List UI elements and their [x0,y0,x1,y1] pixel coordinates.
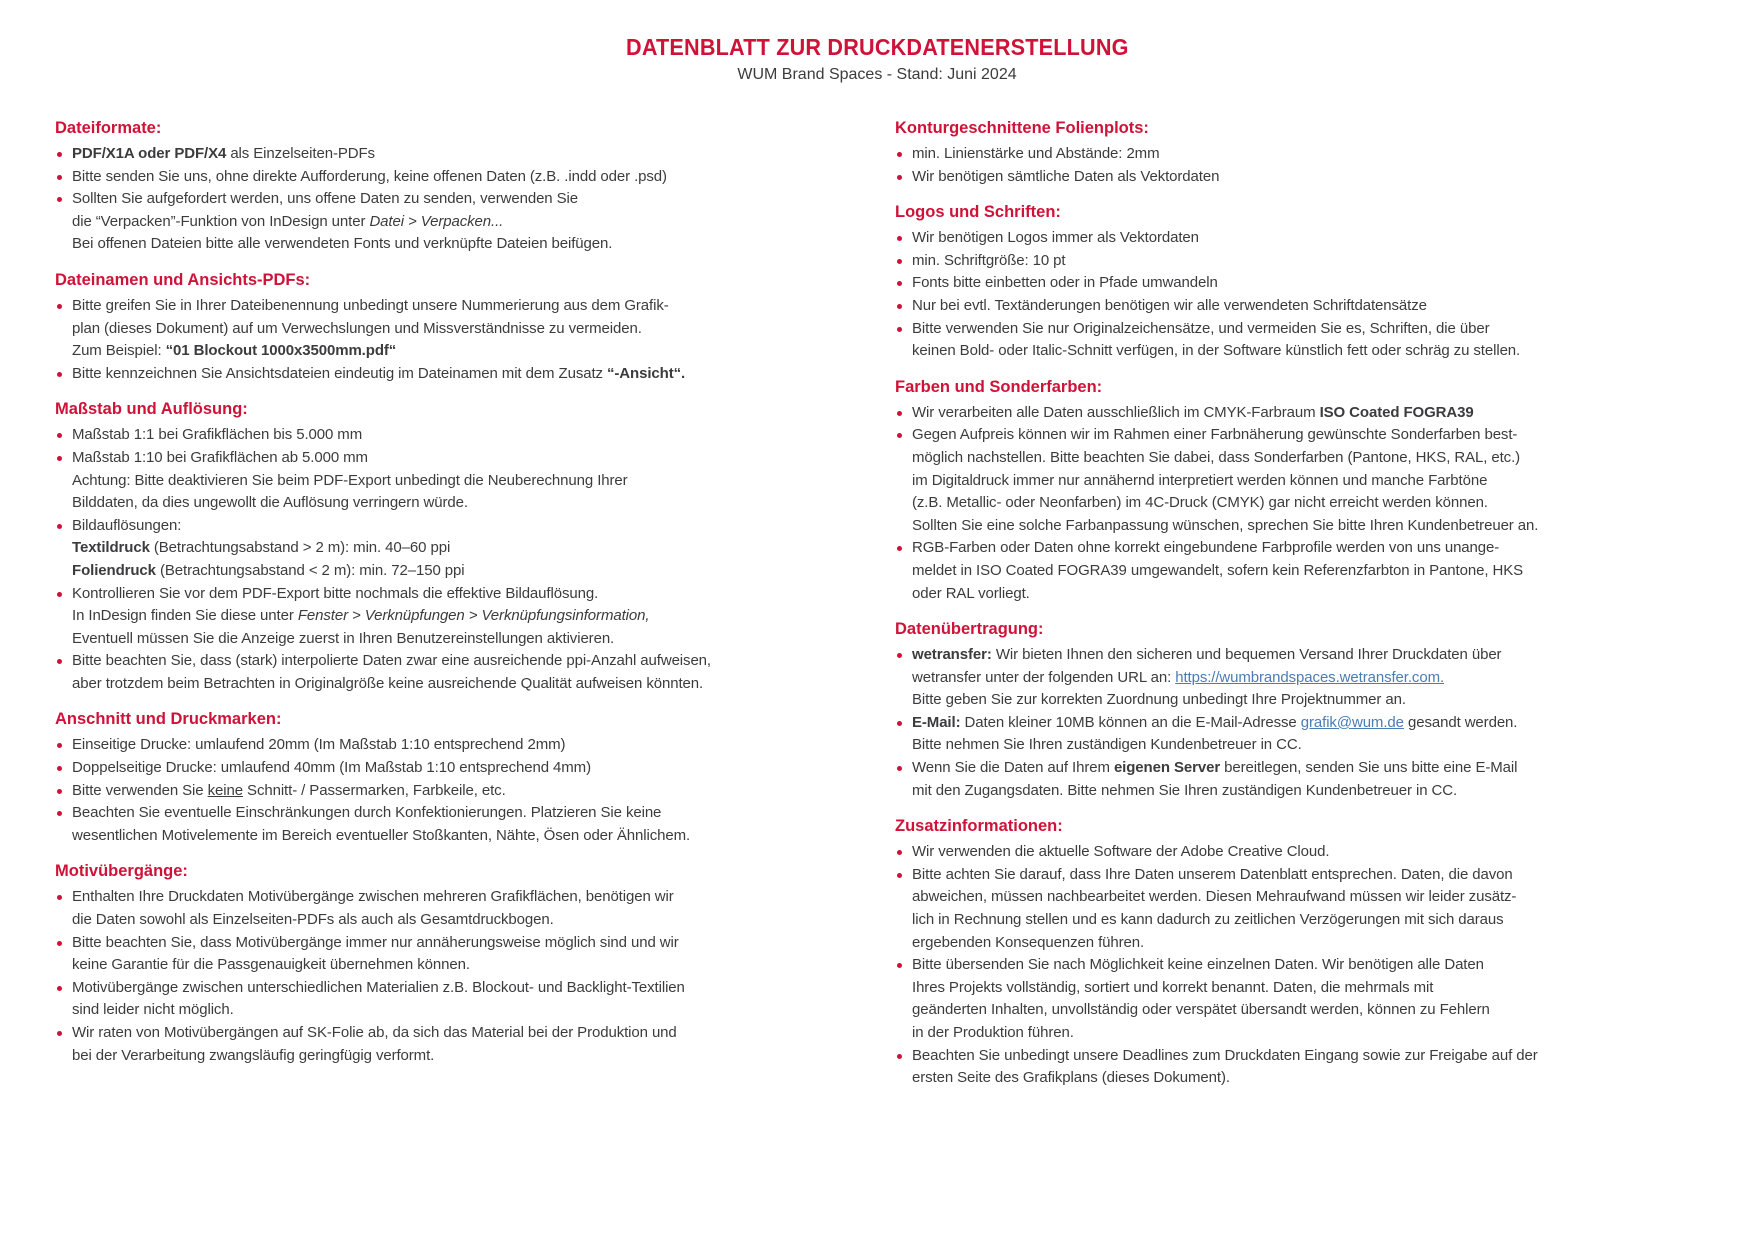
bullet-item [55,977,817,1022]
text-segment: Doppelseitige Drucke: umlaufend 40mm (Im Maßstab 1:10 entsprechend 4mm) [72,759,591,777]
text-segment: Bitte achten Sie darauf, dass Ihre Daten unserem Datenblatt entsprechen. Daten, die davon [912,865,1513,883]
bullet-item [55,447,817,515]
right-column [895,118,1710,1090]
text-segment: Sollten Sie eine solche Farbanpassung wünschen, sprechen Sie bitte Ihren Kundenbetreuer an. [912,516,1539,534]
bullet-item [895,143,1710,166]
text-segment: keine [207,781,243,799]
text-segment: Bitte beachten Sie, dass Motivübergänge immer nur annäherungsweise möglich sind und wir [72,933,679,951]
section-heading: Anschnitt und Druckmarken: [55,710,282,729]
text-segment: Maßstab 1:1 bei Grafikflächen bis 5.000 mm [72,426,363,444]
text-segment: Bildauflösungen: [72,516,182,534]
text-segment: PDF/X1A oder PDF/X4 [72,145,227,162]
text-segment: sind leider nicht möglich. [72,1001,234,1019]
bullet-item [55,363,817,386]
text-segment: Beachten Sie eventuelle Einschränkungen durch Konfektionierungen. Platzieren Sie keine [72,804,662,822]
section-heading: Logos und Schriften: [895,203,1061,222]
text-segment: wesentlichen Motivelemente im Bereich eventueller Stoßkanten, Nähte, Ösen oder Ähnlichem. [72,826,691,844]
bullet-item [895,318,1710,363]
text-segment: ersten Seite des Grafikplans (dieses Dokument). [912,1069,1230,1087]
left-column [55,118,817,1067]
text-segment: In InDesign finden Sie diese unter [72,607,298,625]
text-segment: “-Ansicht“. [607,364,686,382]
document-header [0,0,1754,84]
text-segment: Fenster > Verknüpfungen > Verknüpfungsinformation, [297,607,650,625]
text-segment: Ihres Projekts vollständig, sortiert und korrekt benannt. Daten, die mehrmals mit [912,978,1434,996]
text-segment: Bilddaten, da dies ungewollt die Auflösung verringern würde. [72,494,468,512]
text-segment: Bitte greifen Sie in Ihrer Dateibenennung unbedingt unsere Nummerierung aus dem Grafik- [72,296,669,314]
text-segment: Bitte senden Sie uns, ohne direkte Aufforderung, keine offenen Daten (z.B. .indd oder .psd) [72,167,667,185]
section-list [55,886,817,1067]
text-segment: Nur bei evtl. Textänderungen benötigen wir alle verwendeten Schriftdatensätze [912,296,1427,314]
section-list [55,734,817,847]
text-segment: in der Produktion führen. [912,1024,1074,1041]
section-heading: Konturgeschnittene Folienplots: [895,119,1149,137]
text-segment: Bei offenen Dateien bitte alle verwendeten Fonts und verknüpfte Dateien beifügen. [72,235,613,253]
text-segment: Datei > Verpacken... [369,212,504,230]
text-segment: Enthalten Ihre Druckdaten Motivübergänge zwischen mehreren Grafikflächen, benötigen wir [72,888,674,906]
bullet-item [55,188,817,256]
text-segment: wetransfer: [912,646,992,664]
bullet-item [895,864,1710,954]
text-segment: abweichen, müssen nachbearbeitet werden. Diesen Mehraufwand müssen wir leider zusätz- [912,888,1517,906]
section-list [895,644,1710,802]
section-heading: Dateinamen und Ansichts-PDFs: [55,270,311,289]
bullet-item [55,802,817,847]
text-segment: lich in Rechnung stellen und es kann dadurch zu zeitlichen Verzögerungen mit sich daraus [912,911,1504,929]
text-segment: Wir verarbeiten alle Daten ausschließlich im CMYK-Farbraum [912,403,1320,421]
text-segment: gesandt werden. [1403,713,1518,731]
text-segment: Wenn Sie die Daten auf Ihrem [912,759,1114,777]
bullet-item [895,537,1710,605]
page-title: DATENBLATT ZUR DRUCKDATENERSTELLUNG [625,34,1129,60]
text-segment: als Einzelseiten-PDFs [226,145,375,162]
bullet-item [895,166,1710,189]
text-segment: im Digitaldruck immer nur annähernd interpretiert werden können und manche Farbtöne [912,471,1488,489]
bullet-item [55,886,817,931]
section-heading: Zusatzinformationen: [895,817,1063,836]
text-segment: Wir verwenden die aktuelle Software der Adobe Creative Cloud. [912,843,1330,861]
text-segment: Gegen Aufpreis können wir im Rahmen einer Farbnäherung gewünschte Sonderfarben best- [912,426,1518,444]
text-segment: ISO Coated FOGRA39 [1319,403,1474,421]
bullet-item [55,583,817,651]
section-list [895,841,1710,1090]
text-segment: Maßstab 1:10 bei Grafikflächen ab 5.000 mm [72,448,368,466]
bullet-item [895,227,1710,250]
text-segment: geänderten Inhalten, unvollständig oder verspätet übersandt werden, können zu Fehlern [912,1001,1490,1019]
bullet-item [895,841,1710,864]
text-segment: Wir benötigen sämtliche Daten als Vektordaten [912,167,1220,185]
text-segment: möglich nachstellen. Bitte beachten Sie dabei, dass Sonderfarben (Pantone, HKS, RAL, etc.) [912,448,1521,466]
text-segment: Foliendruck [72,561,156,579]
bullet-item [895,250,1710,273]
text-segment: Beachten Sie unbedingt unsere Deadlines zum Druckdaten Eingang sowie zur Freigabe auf der [912,1046,1538,1064]
text-segment: bereitlegen, senden Sie uns bitte eine E-Mail [1220,759,1518,777]
text-segment: Bitte kennzeichnen Sie Ansichtsdateien eindeutig im Dateinamen mit dem Zusatz [72,364,607,382]
text-segment: (Betrachtungsabstand > 2 m): min. 40–60 ppi [149,539,451,557]
bullet-item [55,932,817,977]
text-segment: “01 Blockout 1000x3500mm.pdf“ [165,342,397,360]
text-segment: Textildruck [72,539,150,557]
section-heading: Farben und Sonderfarben: [895,377,1103,396]
content-columns [0,84,1754,1090]
section-heading: Datenübertragung: [895,620,1044,639]
section-list [895,402,1710,605]
text-segment: mit den Zugangsdaten. Bitte nehmen Sie Ihren zuständigen Kundenbetreuer in CC. [912,781,1458,799]
bullet-item [55,780,817,803]
text-segment: Schnitt- / Passermarken, Farbkeile, etc. [242,781,506,799]
section-list [55,424,817,695]
bullet-item [55,757,817,780]
text-segment: Zum Beispiel: [72,342,166,360]
bullet-item [895,954,1710,1044]
text-segment: die Daten sowohl als Einzelseiten-PDFs als auch als Gesamtdruckbogen. [72,911,554,929]
bullet-item [55,424,817,447]
text-segment: Bitte beachten Sie, dass (stark) interpolierte Daten zwar eine ausreichende ppi-Anzahl aufweisen, [72,652,711,670]
text-segment: eigenen Server [1113,759,1221,777]
text-segment: Wir bieten Ihnen den sicheren und bequemen Versand Ihrer Druckdaten über [991,646,1502,664]
section-list [895,227,1710,363]
hyperlink[interactable]: grafik@wum.de [1300,713,1404,731]
text-segment: keinen Bold- oder Italic-Schnitt verfügen, in der Software künstlich fett oder schräg zu stellen. [912,342,1521,360]
text-segment: Kontrollieren Sie vor dem PDF-Export bitte nochmals die effektive Bildauflösung. [72,584,599,602]
bullet-item [895,402,1710,425]
text-segment: oder RAL vorliegt. [912,584,1030,602]
text-segment: Wir raten von Motivübergängen auf SK-Folie ab, da sich das Material bei der Produktion und [72,1024,677,1041]
text-segment: Fonts bitte einbetten oder in Pfade umwandeln [912,274,1218,292]
section-list [895,143,1710,188]
page-subtitle: WUM Brand Spaces - Stand: Juni 2024 [737,66,1017,83]
bullet-item [55,734,817,757]
bullet-item [55,650,817,695]
text-segment: E-Mail: [912,713,961,731]
bullet-item [55,143,817,166]
bullet-item [895,1045,1710,1090]
section-heading: Dateiformate: [55,119,162,137]
section-list [55,143,817,256]
section-heading: Maßstab und Auflösung: [55,400,248,419]
hyperlink[interactable]: https://wumbrandspaces.wetransfer.com. [1175,668,1445,686]
text-segment: Bitte verwenden Sie [72,781,208,799]
bullet-item [55,1022,817,1067]
bullet-item [895,272,1710,295]
bullet-item [895,424,1710,537]
bullet-item [55,515,817,583]
text-segment: wetransfer unter der folgenden URL an: [912,668,1176,686]
text-segment: min. Schriftgröße: 10 pt [912,251,1066,269]
text-segment: RGB-Farben oder Daten ohne korrekt eingebundene Farbprofile werden von uns unange- [912,539,1500,557]
text-segment: (z.B. Metallic- oder Neonfarben) im 4C-Druck (CMYK) gar nicht erreicht werden können. [912,494,1488,512]
text-segment: Motivübergänge zwischen unterschiedlichen Materialien z.B. Blockout- und Backlight-Textilien [72,978,685,996]
text-segment: Bitte nehmen Sie Ihren zuständigen Kundenbetreuer in CC. [912,736,1302,754]
text-segment: aber trotzdem beim Betrachten in Originalgröße keine ausreichende Qualität aufweisen könnten. [72,674,704,692]
text-segment: ergebenden Konsequenzen führen. [912,933,1145,951]
text-segment: (Betrachtungsabstand < 2 m): min. 72–150 ppi [155,561,465,579]
bullet-item [895,712,1710,757]
text-segment: Daten kleiner 10MB können an die E-Mail-Adresse [960,713,1301,731]
text-segment: bei der Verarbeitung zwangsläufig geringfügig verformt. [72,1046,435,1064]
text-segment: Achtung: Bitte deaktivieren Sie beim PDF-Export unbedingt die Neuberechnung Ihrer [72,471,628,489]
text-segment: Bitte verwenden Sie nur Originalzeichensätze, und vermeiden Sie es, Schriften, die über [912,319,1490,337]
bullet-item [55,295,817,363]
text-segment: Bitte geben Sie zur korrekten Zuordnung unbedingt Ihre Projektnummer an. [912,691,1406,709]
text-segment: min. Linienstärke und Abstände: 2mm [912,145,1160,162]
bullet-item [895,295,1710,318]
bullet-item [895,644,1710,712]
text-segment: Eventuell müssen Sie die Anzeige zuerst in Ihren Benutzereinstellungen aktivieren. [72,629,615,647]
bullet-item [895,757,1710,802]
bullet-item [55,166,817,189]
text-segment: Wir benötigen Logos immer als Vektordaten [912,229,1199,247]
text-segment: plan (dieses Dokument) auf um Verwechslungen und Missverständnisse zu vermeiden. [72,319,642,337]
section-list [55,295,817,385]
text-segment: keine Garantie für die Passgenauigkeit übernehmen können. [72,956,470,974]
text-segment: Bitte übersenden Sie nach Möglichkeit keine einzelnen Daten. Wir benötigen alle Daten [912,956,1484,974]
text-segment: Einseitige Drucke: umlaufend 20mm (Im Maßstab 1:10 entsprechend 2mm) [72,736,566,754]
text-segment: die “Verpacken”-Funktion von InDesign unter [72,212,370,230]
text-segment: Sollten Sie aufgefordert werden, uns offene Daten zu senden, verwenden Sie [72,190,578,208]
text-segment: meldet in ISO Coated FOGRA39 umgewandelt, sofern kein Referenzfarbton in Pantone, HKS [912,561,1523,579]
section-heading: Motivübergänge: [55,862,188,881]
